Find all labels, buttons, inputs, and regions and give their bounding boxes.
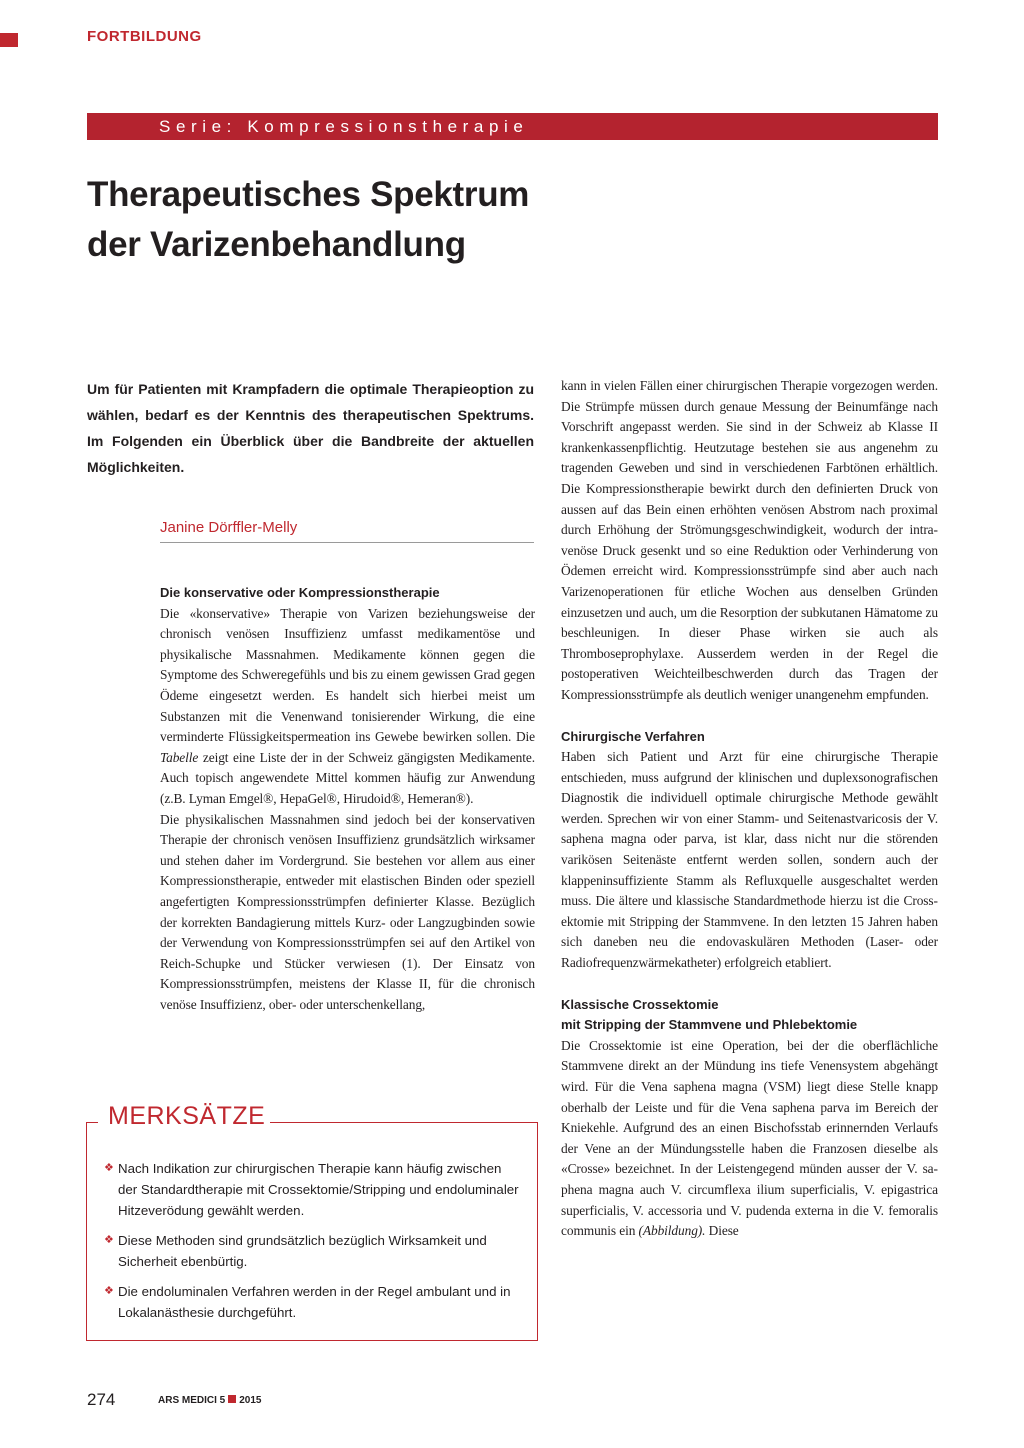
square-separator-icon <box>228 1395 236 1403</box>
diamond-bullet-icon: ❖ <box>104 1162 114 1174</box>
list-item <box>104 1158 524 1221</box>
section-label: FORTBILDUNG <box>87 28 202 45</box>
left-column <box>160 583 535 1015</box>
journal-name: ARS MEDICI 5 <box>158 1395 226 1406</box>
page-number: 274 <box>87 1390 116 1409</box>
lead-paragraph: Um für Patienten mit Krampfadern die optimale Therapieoption zu wählen, bedarf es der Kenntnis des therapeutischen Spektrums. Im Folgenden ein Überblick über die Bandbreite der aktuellen Möglichkeiten. <box>87 381 534 475</box>
text-run: Diese <box>705 1223 739 1239</box>
article-title-line-2: der Varizenbehandlung <box>87 225 466 264</box>
merksaetze-title: MERKSÄTZE <box>103 1100 270 1132</box>
heading-klassische-crossektomie: Klassische Crossektomie <box>561 996 719 1012</box>
text-run: Die Crossektomie ist eine Operation, bei der die oberflächliche Stammvene direkt an der Mündung ins tiefe Venensystem abgehängt wird. Für die Vena saphena magna (VSM) liegt diese Stelle knapp oberhalb der Leiste und für die Vena saphena parva im Bereich der Kniekehle. Aufgrund des an einen Bischofsstab erinnernden Verlaufs der Vene an der Mündungsstelle haben die Franzosen dieselbe als «Crosse» bezeichnet. In der Leistengegend münden ausser der V. saphena magna auch V. circumflexa ilium superficialis, V. epigastrica superficialis, V. accessoria und V. pudenda externa in die V. femoralis communis ein <box>561 1037 938 1239</box>
merksaetze-border-left <box>86 1122 98 1123</box>
list-item <box>104 1281 524 1323</box>
paragraph-kompression-continued: kann in vielen Fällen einer chirurgischen Therapie vorgezogen werden. Die Strümpfe müssen durch genaue Messung der Beinumfänge nach Vorschrift angepasst werden. Sie sind in der Schweiz ab Klasse II krankenkassenpflichtig. Heutzutage bestehen sie aus angenehm zu tragenden Geweben und sind in verschiedenen Farbtönen erhältlich. Die Kompressionstherapie bewirkt durch den definierten Druck von aussen auf das Bein einen erhöhten venösen Abstrom nach proximal durch Erhöhung der Strömungsgeschwindigkeit, wodurch der intravenöse Druck gesenkt und so eine Reduktion oder Verhinderung von Ödemen erreicht wird. Kompressionsstrümpfe sind aber auch nach Varizenoperationen für etliche Wochen aus denselben Gründen einzusetzen und auch, um die Resorption der subkutanen Hämatome zu beschleunigen. In dieser Phase wirken sie auch als Thromboseprophylaxe. Ausserdem werden in der Regel die postoperativen Weichteilbeschwerden durch das Tragen der Kompressionsstrümpfe als deutlich weniger unangenehm empfunden. <box>561 378 938 702</box>
paragraph-konservative-2: Die physikalischen Massnahmen sind jedoch bei der konservativen Therapie der chronisch venösen Insuffizienz grundsätzlich wirksamer und stehen daher im Vordergrund. Sie bestehen vor allem aus einer Kompressionstherapie, entweder mit elastischen Binden oder speziell angefertigten Kompressionsstrümpfen definierter Klasse. Bezüglich der korrekten Bandagierung mittels Kurz- oder Langzugbinden sowie der Verwendung von Kompressionsstrümpfen sei auf den Artikel von Reich-Schupke und Stücker verwiesen (1). Der Einsatz von Kompressionsstrümpfen, meistens der Klasse II, für die chronisch venöse Insuffizienz, ober- oder unterschenkellang, <box>160 811 535 1012</box>
section-marker <box>0 33 18 47</box>
article-title <box>87 170 687 270</box>
diamond-bullet-icon: ❖ <box>104 1234 114 1246</box>
list-item <box>104 1230 524 1272</box>
merksatz-text: Nach Indikation zur chirurgischen Therapie kann häufig zwischen der Standardtherapie mit Crossektomie/Stripping und endoluminaler Hitzeverödung gewählt werden. <box>118 1161 519 1218</box>
heading-klassische-crossektomie-sub: mit Stripping der Stammvene und Phlebektomie <box>561 1017 858 1033</box>
paragraph-chirurgische-verfahren: Haben sich Patient und Arzt für eine chirurgische Therapie entschieden, muss aufgrund der klinischen und duplexsonografischen Diagnostik die individuell optimale chirurgische Methode gewählt werden. Sprechen wir von einer Stamm- und Seitenastvaricosis der V. saphena magna oder parva, ist klar, dass nicht nur die störenden varikösen Seitenäste entfernt werden sollen, sondern auch der klappeninsuffiziente Stamm als Refluxquelle ausgeschaltet werden muss. Die ältere und klassische Standardmethode hierzu ist die Crossektomie mit Stripping der Stammvene. In den letzten 15 Jahren haben sich daneben neu die endovaskulären Methoden (Laser- oder Radiofrequenzwärmekatheter) erfolgreich etabliert. <box>561 749 938 971</box>
text-run: Die «konservative» Therapie von Varizen beziehungsweise der chronisch venösen Insuffizienz umfasst medikamentöse und physikalische Massnahmen. Medikamente können gegen die Symptome des Schweregefühls und bis zu einem gewissen Grad gegen Ödeme eingesetzt werden. Es handelt sich hierbei meist um Substanzen mit die Venenwand tonisierender Wirkung, die eine verminderte Flüssigkeitspermeation ins Gewebe bewirken sollen. Die <box>160 605 535 745</box>
journal-year: 2015 <box>239 1395 262 1406</box>
text-run: zeigt eine Liste der in der Schweiz gängigsten Medikamente. Auch topisch angewendete Mittel kommen häufig zur Anwendung (z.B. Lyman Emgel®, HepaGel®, Hirudoid®, Hemeran®). <box>160 749 535 806</box>
merksaetze-border-right <box>268 1122 538 1123</box>
table-reference: Tabelle <box>160 749 199 765</box>
figure-reference: (Abbildung). <box>638 1223 706 1239</box>
article-title-line-1: Therapeutisches Spektrum <box>87 175 530 214</box>
merksatz-text: Diese Methoden sind grundsätzlich bezüglich Wirksamkeit und Sicherheit ebenbürtig. <box>118 1233 487 1269</box>
heading-chirurgische-verfahren: Chirurgische Verfahren <box>561 728 705 744</box>
journal-reference <box>158 1395 261 1406</box>
series-banner: Serie: Kompressionstherapie <box>87 113 938 140</box>
diamond-bullet-icon: ❖ <box>104 1285 114 1297</box>
heading-konservative-therapie: Die konservative oder Kompressionstherapie <box>160 585 440 600</box>
paragraph-crossektomie <box>561 1036 938 1242</box>
author-name: Janine Dörffler-Melly <box>160 519 534 543</box>
merksaetze-list <box>104 1158 524 1332</box>
merksatz-text: Die endoluminalen Verfahren werden in der Regel ambulant und in Lokalanästhesie durchgeführt. <box>118 1284 511 1320</box>
paragraph-konservative-1 <box>160 604 535 810</box>
right-column <box>561 376 938 1242</box>
